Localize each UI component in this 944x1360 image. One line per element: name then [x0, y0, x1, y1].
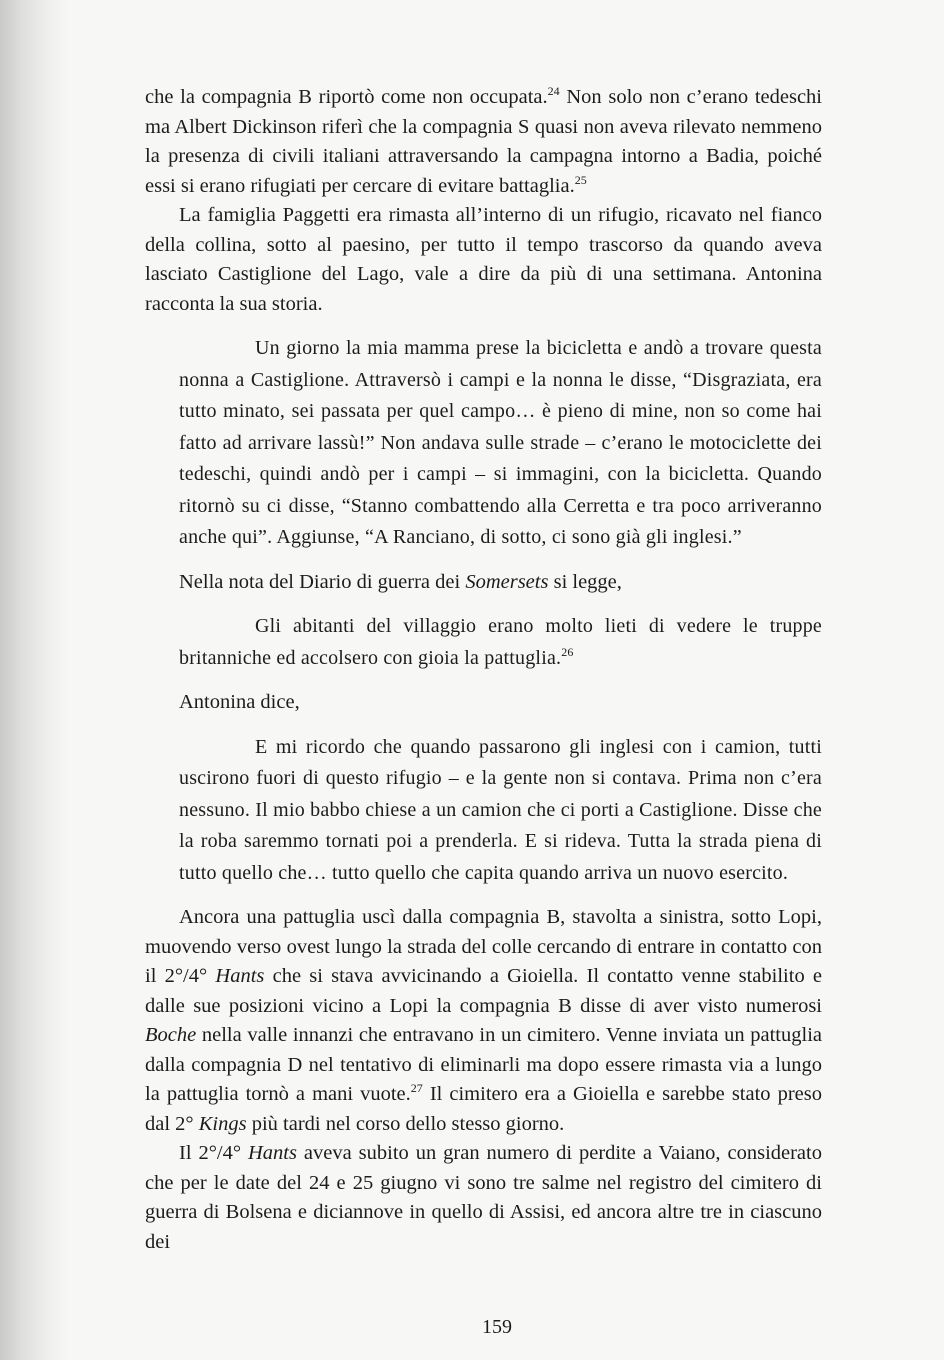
paragraph-1: che la compagnia B riportò come non occupata.$^{24}$ Non solo non c’erano tedeschi ma Albert Dickinson riferì che la compagnia S quasi non aveva rilevato nemmeno la presenza di civili italiani attraversando la campagna intorno a Badia, poiché essi si erano rifugiati per cercare di evitare battaglia.$^{25}$	[145, 84, 822, 197]
paragraph-3: Nella nota del Diario di guerra dei Somersets si legge,	[179, 570, 622, 593]
block-quote-2: Gli abitanti del villaggio erano molto lieti di vedere le truppe britanniche ed accolsero con gioia la pattuglia.$^{26}$	[179, 615, 822, 669]
block-quote-3: E mi ricordo che quando passarono gli inglesi con i camion, tutti uscirono fuori di questo rifugio – e la gente non si contava. Prima non c’era nessuno. Il mio babbo chiese a un camion che ci porti a Castiglione. Disse che la roba saremmo tornati poi a prenderla. E si rideva. Tutta la strada piena di tutto quello che… tutto quello che capita quando arriva un nuovo esercito.	[179, 735, 822, 884]
book-binding-shadow	[0, 0, 70, 1360]
page-body	[145, 83, 822, 1257]
footnote-ref[interactable]: 24	[547, 84, 560, 98]
block-quote-1: Un giorno la mia mamma prese la bicicletta e andò a trovare questa nonna a Castiglione. Attraversò i campi e la nonna le disse, “Disgraziata, era tutto minato, sei passata per quel campo… è pieno di mine, non so come hai fatto ad arrivare lassù!” Non andava sulle strade – c’erano le motociclette dei tedeschi, quindi andò per i campi – si immagini, con la bicicletta. Quando ritornò su ci disse, “Stanno combattendo alla Cerretta e tra poco arriveranno anche qui”. Aggiunse, “A Ranciano, di sotto, ci sono già gli inglesi.”	[179, 337, 822, 548]
page-number: 159	[482, 1316, 512, 1338]
paragraph-4: Antonina dice,	[179, 691, 300, 713]
footnote-ref[interactable]: 26	[561, 644, 574, 659]
footnote-ref[interactable]: 27	[410, 1081, 423, 1095]
footnote-ref[interactable]: 25	[574, 172, 587, 187]
paragraph-2: La famiglia Paggetti era rimasta all’interno di un rifugio, ricavato nel fianco della collina, sotto al paesino, per tutto il tempo trascorso da quando aveva lasciato Castiglione del Lago, vale a dire da più di una settimana. Antonina racconta la sua storia.	[145, 204, 822, 315]
paragraph-5: Ancora una pattuglia uscì dalla compagnia B, stavolta a sinistra, sotto Lopi, muovendo verso ovest lungo la strada del colle cercando di entrare in contatto con il 2°/4° Hants che si stava avvicinando a Gioiella. Il contatto venne stabilito e dalle sue posizioni vicino a Lopi la compagnia B disse di aver visto numerosi Boche nella valle innanzi che entravano in un cimitero. Venne inviata un pattuglia dalla compagnia D nel tentativo di eliminarli ma dopo essere rimasta via a lungo la pattuglia tornò a mani vuote.$^{27}$ Il cimitero era a Gioiella e sarebbe stato preso dal 2° Kings più tardi nel corso dello stesso giorno.	[145, 906, 822, 1135]
paragraph-6: Il 2°/4° Hants aveva subito un gran numero di perdite a Vaiano, considerato che per le date del 24 e 25 giugno vi sono tre salme nel registro del cimitero di guerra di Bolsena e diciannove in quello di Assisi, ed ancora altre tre in ciascuno dei	[145, 1142, 822, 1253]
